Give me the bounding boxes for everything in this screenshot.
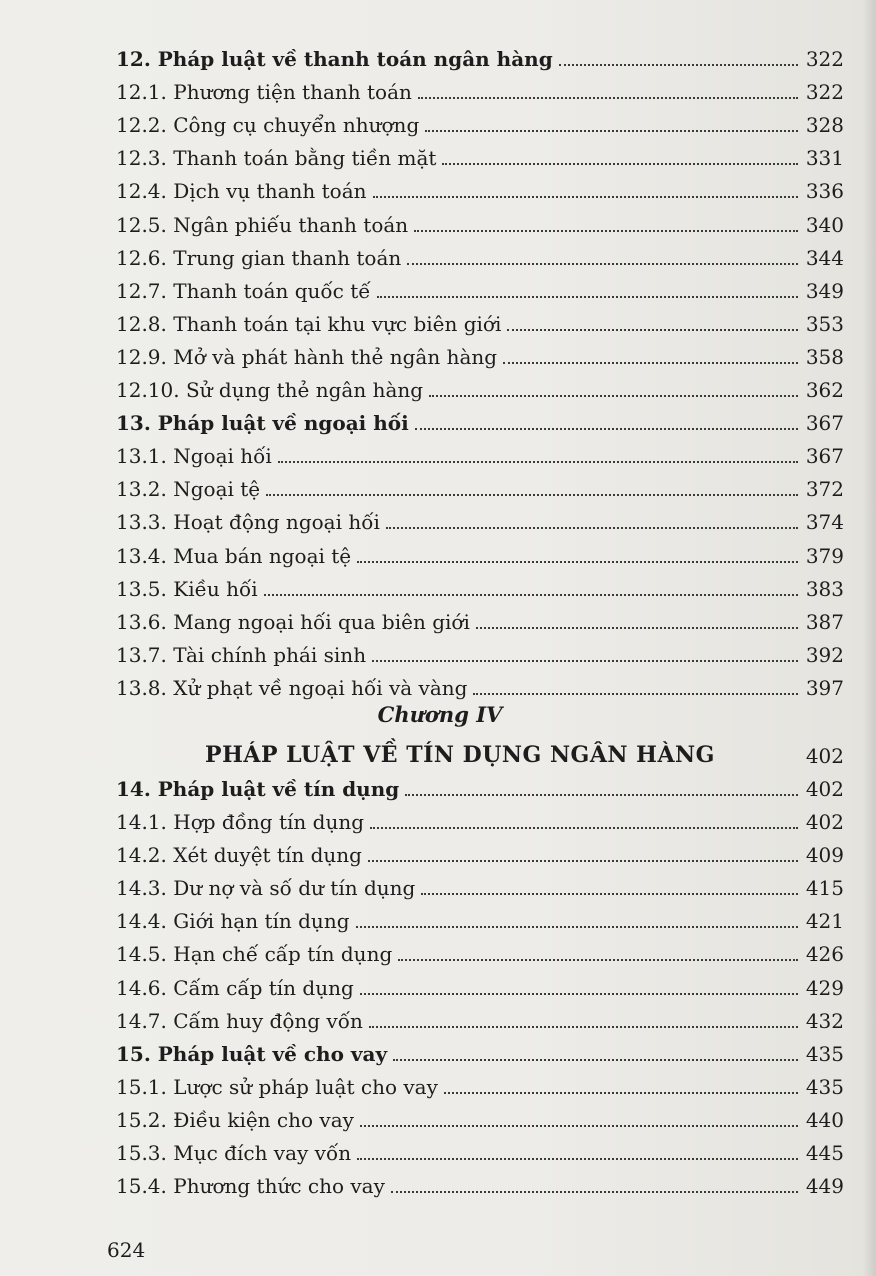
- toc-entry[interactable]: [116, 270, 844, 303]
- toc-entry-page-number: 358: [805, 344, 844, 369]
- toc-section-entry[interactable]: [116, 1033, 844, 1066]
- toc-entry[interactable]: [116, 601, 844, 634]
- dot-leader: [429, 393, 798, 397]
- toc-entry-page-number: 415: [805, 876, 844, 901]
- toc-entry-page-number: 445: [805, 1141, 844, 1165]
- toc-entry-page-number: 328: [805, 113, 844, 138]
- toc-entry[interactable]: [116, 900, 844, 933]
- toc-entry-label: 15.2. Điều kiện cho vay: [116, 1107, 354, 1132]
- toc-entry[interactable]: [116, 1132, 844, 1165]
- toc-entry-label: 13.1. Ngoại hối: [116, 444, 272, 469]
- toc-entry[interactable]: [116, 801, 844, 834]
- toc-entry[interactable]: [116, 303, 844, 336]
- toc-entry-page-number: 426: [805, 942, 844, 967]
- toc-entry[interactable]: [116, 468, 844, 501]
- toc-entry-page-number: 322: [805, 80, 844, 105]
- toc-entry-page-number: 322: [805, 47, 844, 72]
- toc-entry[interactable]: [116, 667, 844, 700]
- dot-leader: [421, 891, 798, 895]
- dot-leader: [373, 194, 799, 198]
- toc-entry-page-number: 432: [805, 1008, 844, 1033]
- toc-entry-label: 12.9. Mở và phát hành thẻ ngân hàng: [116, 344, 498, 369]
- toc-entry-page-number: 435: [805, 1074, 844, 1099]
- toc-entry[interactable]: [116, 501, 844, 534]
- toc-entry-label: 13.5. Kiều hối: [116, 576, 258, 601]
- toc-entry-label: 12.6. Trung gian thanh toán: [116, 245, 402, 270]
- dot-leader: [360, 1123, 798, 1127]
- toc-entry-label: 15.4. Phương thức cho vay: [116, 1174, 385, 1199]
- chapter-heading: Chương IV: [377, 701, 503, 727]
- dot-leader: [369, 1024, 798, 1028]
- table-of-contents: [116, 38, 844, 1198]
- toc-entry-page-number: 402: [805, 810, 844, 835]
- toc-entry-label: 12.10. Sử dụng thẻ ngân hàng: [116, 378, 424, 403]
- toc-entry-page-number: 344: [805, 245, 844, 270]
- dot-leader: [370, 825, 798, 829]
- dot-leader: [391, 1189, 798, 1193]
- dot-leader: [393, 1057, 798, 1061]
- dot-leader: [377, 294, 798, 298]
- toc-entry-label: 13.7. Tài chính phái sinh: [116, 642, 367, 667]
- toc-entry[interactable]: [116, 104, 844, 137]
- toc-entry-label: 12. Pháp luật về thanh toán ngân hàng: [116, 47, 553, 72]
- toc-entry-page-number: 374: [805, 510, 844, 535]
- toc-entry-label: 12.4. Dịch vụ thanh toán: [116, 179, 367, 204]
- toc-entry-page-number: 367: [805, 411, 844, 436]
- toc-entry-label: 15. Pháp luật về cho vay: [116, 1041, 388, 1066]
- dot-leader: [278, 459, 798, 463]
- toc-entry-page-number: 435: [805, 1041, 844, 1066]
- page-spine-shadow: [862, 0, 876, 1276]
- toc-entry-page-number: 397: [805, 675, 844, 700]
- toc-entry-label: 13.2. Ngoại tệ: [116, 477, 261, 502]
- toc-entry-page-number: 349: [805, 278, 844, 303]
- toc-entry[interactable]: [116, 933, 844, 966]
- dot-leader: [418, 95, 798, 99]
- dot-leader: [356, 924, 799, 928]
- toc-entry-label: 13.4. Mua bán ngoại tệ: [116, 543, 352, 568]
- toc-entry[interactable]: [116, 369, 844, 402]
- toc-entry-page-number: 331: [805, 146, 844, 171]
- toc-entry-label: 12.8. Thanh toán tại khu vực biên giới: [116, 311, 502, 336]
- toc-entry-label: 14. Pháp luật về tín dụng: [116, 776, 400, 801]
- toc-entry-label: 14.4. Giới hạn tín dụng: [116, 909, 350, 934]
- toc-entry-label: 12.7. Thanh toán quốc tế: [116, 278, 371, 303]
- toc-entry-page-number: 367: [805, 444, 844, 469]
- toc-entry-label: 13.6. Mang ngoại hối qua biên giới: [116, 609, 470, 634]
- toc-section-entry[interactable]: [116, 768, 844, 801]
- toc-entry[interactable]: [116, 568, 844, 601]
- toc-entry-page-number: 392: [805, 642, 844, 667]
- toc-entry[interactable]: [116, 1099, 844, 1132]
- toc-entry-page-number: 409: [805, 843, 844, 868]
- chapter-title-row[interactable]: [116, 730, 844, 768]
- toc-entry-page-number: 429: [805, 975, 844, 1000]
- dot-leader: [473, 691, 798, 695]
- toc-entry[interactable]: [116, 966, 844, 999]
- toc-entry[interactable]: [116, 435, 844, 468]
- dot-leader: [357, 559, 798, 563]
- toc-entry-label: 14.6. Cấm cấp tín dụng: [116, 975, 354, 1000]
- dot-leader: [444, 1090, 798, 1094]
- dot-leader: [398, 957, 798, 961]
- toc-entry[interactable]: [116, 336, 844, 369]
- toc-entry[interactable]: [116, 71, 844, 104]
- toc-entry[interactable]: [116, 1165, 844, 1198]
- dot-leader: [372, 658, 798, 662]
- toc-entry-page-number: 387: [805, 609, 844, 634]
- toc-entry-page-number: 421: [805, 909, 844, 934]
- toc-entry[interactable]: [116, 534, 844, 567]
- toc-entry-label: 14.7. Cấm huy động vốn: [116, 1008, 363, 1033]
- toc-entry[interactable]: [116, 867, 844, 900]
- toc-section-chapter-4: [116, 768, 844, 1198]
- toc-entry-label: 15.1. Lược sử pháp luật cho vay: [116, 1074, 438, 1099]
- dot-leader: [476, 625, 798, 629]
- toc-entry-page-number: 402: [805, 776, 844, 801]
- folio-page-number: 624: [107, 1238, 146, 1262]
- toc-entry-page-number: 353: [805, 311, 844, 336]
- toc-entry-label: 13.3. Hoạt động ngoại hối: [116, 510, 380, 535]
- chapter-page-number: 402: [805, 743, 844, 768]
- dot-leader: [425, 128, 798, 132]
- dot-leader: [507, 327, 798, 331]
- toc-entry-label: 14.3. Dư nợ và số dư tín dụng: [116, 876, 416, 901]
- toc-entry-page-number: 372: [805, 477, 844, 502]
- dot-leader: [407, 261, 798, 265]
- toc-section-chapter-3: [116, 38, 844, 700]
- toc-entry-label: 13. Pháp luật về ngoại hối: [116, 411, 409, 436]
- toc-entry[interactable]: [116, 237, 844, 270]
- toc-entry[interactable]: [116, 203, 844, 236]
- dot-leader: [442, 161, 798, 165]
- toc-entry-label: 13.8. Xử phạt về ngoại hối và vàng: [116, 675, 468, 700]
- dot-leader: [357, 1156, 798, 1160]
- toc-entry-label: 12.3. Thanh toán bằng tiền mặt: [116, 146, 437, 171]
- toc-entry[interactable]: [116, 170, 844, 203]
- toc-entry-label: 12.1. Phương tiện thanh toán: [116, 80, 412, 105]
- toc-entry-label: 12.2. Công cụ chuyển nhượng: [116, 113, 420, 138]
- toc-entry-page-number: 340: [805, 212, 844, 237]
- toc-entry-label: 14.2. Xét duyệt tín dụng: [116, 843, 362, 868]
- chapter-title: PHÁP LUẬT VỀ TÍN DỤNG NGÂN HÀNG: [205, 741, 715, 768]
- toc-entry[interactable]: [116, 634, 844, 667]
- toc-entry-label: 12.5. Ngân phiếu thanh toán: [116, 212, 409, 237]
- toc-section-entry[interactable]: [116, 402, 844, 435]
- toc-entry-page-number: 449: [805, 1174, 844, 1199]
- toc-entry-label: 15.3. Mục đích vay vốn: [116, 1141, 352, 1165]
- toc-entry[interactable]: [116, 1000, 844, 1033]
- dot-leader: [264, 592, 798, 596]
- dot-leader: [386, 525, 798, 529]
- toc-entry-page-number: 379: [805, 543, 844, 568]
- toc-entry-page-number: 440: [805, 1107, 844, 1132]
- dot-leader: [266, 492, 798, 496]
- dot-leader: [559, 62, 798, 66]
- dot-leader: [415, 426, 798, 430]
- toc-entry-label: 14.1. Hợp đồng tín dụng: [116, 810, 365, 835]
- toc-entry-label: 14.5. Hạn chế cấp tín dụng: [116, 942, 393, 967]
- toc-section-entry[interactable]: [116, 38, 844, 71]
- toc-entry-page-number: 362: [805, 378, 844, 403]
- toc-entry[interactable]: [116, 137, 844, 170]
- toc-entry[interactable]: [116, 834, 844, 867]
- toc-entry-page-number: 336: [805, 179, 844, 204]
- dot-leader: [368, 858, 798, 862]
- dot-leader: [503, 360, 798, 364]
- dot-leader: [414, 228, 798, 232]
- dot-leader: [405, 792, 798, 796]
- toc-entry[interactable]: [116, 1066, 844, 1099]
- dot-leader: [360, 991, 798, 995]
- toc-entry-page-number: 383: [805, 576, 844, 601]
